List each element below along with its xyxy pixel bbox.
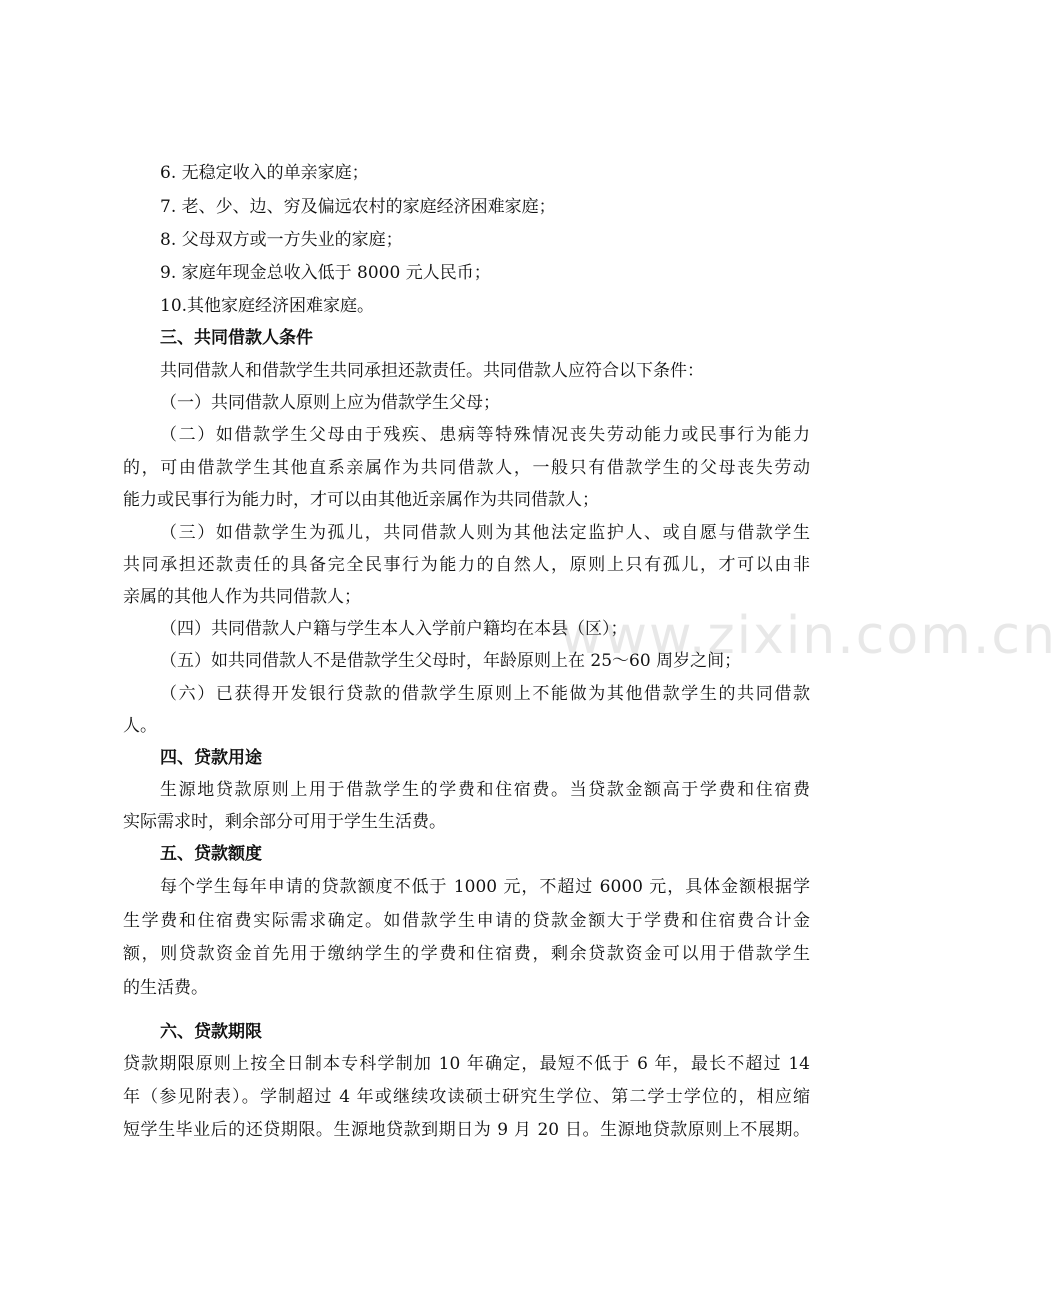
- list-item: （五）如共同借款人不是借款学生父母时，年龄原则上在 25～60 周岁之间；: [160, 651, 742, 671]
- list-item: 8. 父母双方或一方失业的家庭；: [160, 230, 403, 250]
- paragraph-line: 能力或民事行为能力时，才可以由其他近亲属作为共同借款人；: [123, 490, 599, 510]
- paragraph-line: 的，可由借款学生其他直系亲属作为共同借款人，一般只有借款学生的父母丧失劳动: [123, 458, 810, 478]
- paragraph-line: 共同借款人和借款学生共同承担还款责任。共同借款人应符合以下条件：: [160, 361, 704, 381]
- paragraph-line: 共同承担还款责任的具备完全民事行为能力的自然人，原则上只有孤儿，才可以由非: [123, 555, 810, 575]
- paragraph-line: 贷款期限原则上按全日制本专科学制加 10 年确定，最短不低于 6 年，最长不超过 14: [123, 1054, 810, 1074]
- paragraph-line: 亲属的其他人作为共同借款人；: [123, 587, 361, 607]
- section-heading: 三、共同借款人条件: [160, 328, 313, 348]
- list-item: （四）共同借款人户籍与学生本人入学前户籍均在本县（区）；: [160, 619, 628, 639]
- list-item: 9. 家庭年现金总收入低于 8000 元人民币；: [160, 263, 491, 283]
- paragraph-line: 人。: [123, 716, 157, 736]
- list-item: （二）如借款学生父母由于残疾、患病等特殊情况丧失劳动能力或民事行为能力: [160, 425, 810, 445]
- paragraph-line: 实际需求时，剩余部分可用于学生生活费。: [123, 812, 446, 832]
- list-item: 7. 老、少、边、穷及偏远农村的家庭经济困难家庭；: [160, 197, 556, 217]
- watermark: www.zixin.com.cn: [560, 606, 1057, 666]
- list-item: （一）共同借款人原则上应为借款学生父母；: [160, 393, 500, 413]
- paragraph-line: 每个学生每年申请的贷款额度不低于 1000 元，不超过 6000 元，具体金额根据学: [160, 877, 810, 897]
- list-item: （三）如借款学生为孤儿，共同借款人则为其他法定监护人、或自愿与借款学生: [160, 523, 810, 543]
- paragraph-line: 额，则贷款资金首先用于缴纳学生的学费和住宿费，剩余贷款资金可以用于借款学生: [123, 944, 810, 964]
- paragraph-line: 的生活费。: [123, 978, 208, 998]
- paragraph-line: 年（参见附表）。学制超过 4 年或继续攻读硕士研究生学位、第二学士学位的，相应缩: [123, 1087, 810, 1107]
- section-heading: 四、贷款用途: [160, 748, 262, 768]
- list-item: 10.其他家庭经济困难家庭。: [160, 296, 375, 316]
- paragraph-line: 短学生毕业后的还贷期限。生源地贷款到期日为 9 月 20 日。生源地贷款原则上不展期。: [123, 1120, 810, 1140]
- list-item: （六）已获得开发银行贷款的借款学生原则上不能做为其他借款学生的共同借款: [160, 684, 810, 704]
- paragraph-line: 生学费和住宿费实际需求确定。如借款学生申请的贷款金额大于学费和住宿费合计金: [123, 911, 810, 931]
- section-heading: 五、贷款额度: [160, 844, 262, 864]
- list-item: 6. 无稳定收入的单亲家庭；: [160, 163, 369, 183]
- paragraph-line: 生源地贷款原则上用于借款学生的学费和住宿费。当贷款金额高于学费和住宿费: [160, 780, 810, 800]
- section-heading: 六、贷款期限: [160, 1022, 262, 1042]
